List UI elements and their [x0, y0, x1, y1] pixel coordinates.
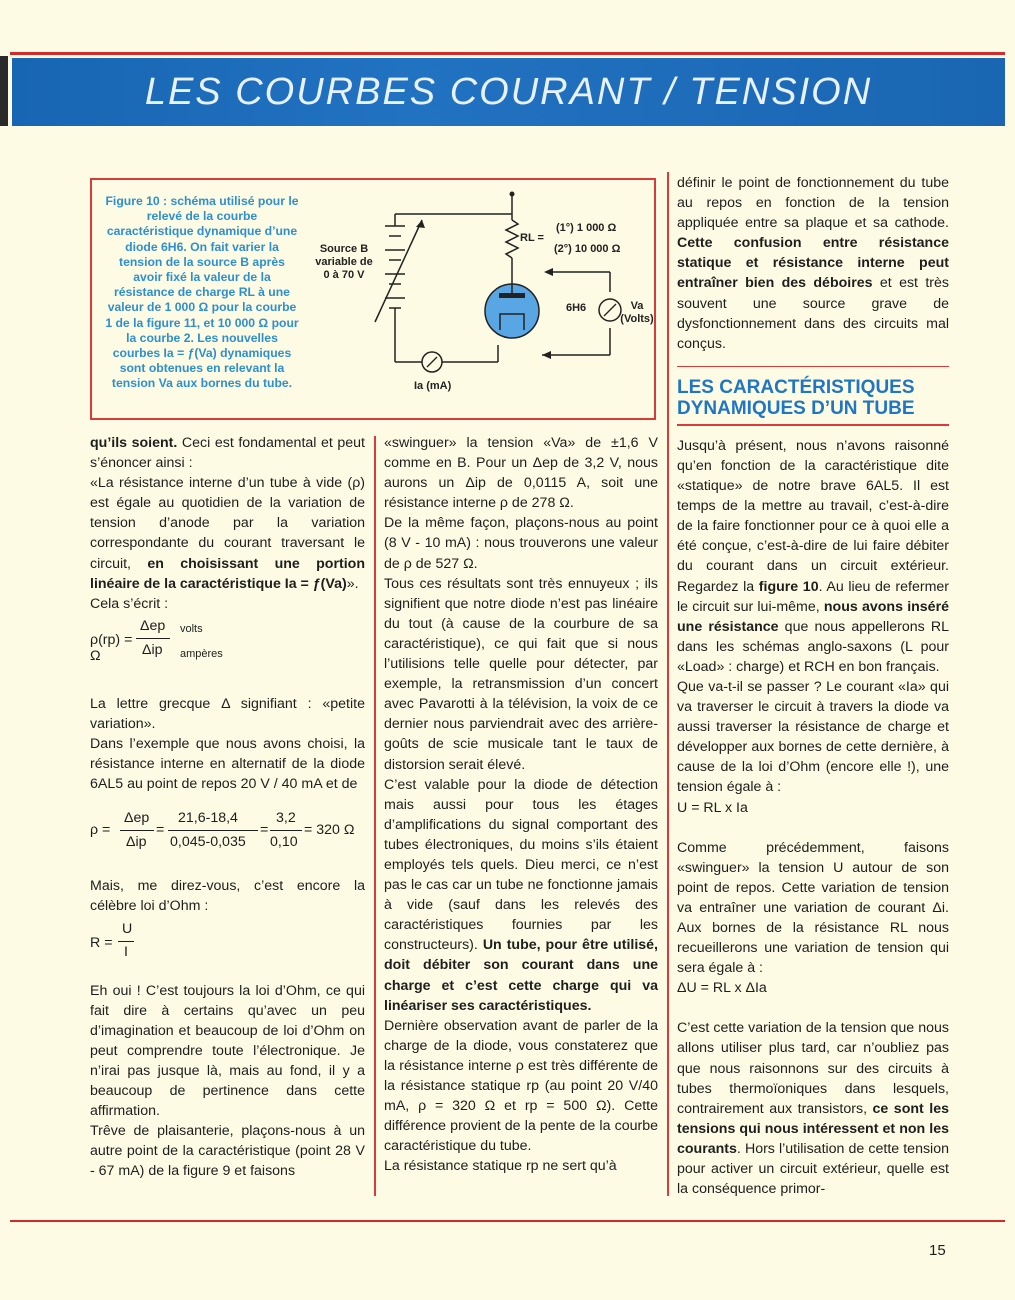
variable-arrowhead: [416, 220, 425, 228]
col3-formula-2: ΔU = RL x ΔIa: [677, 980, 767, 997]
col2-paragraph-6: La résistance statique rp ne sert qu’à: [384, 1158, 617, 1175]
col3-paragraph-2: Jusqu’à présent, nous n’avons raisonné qu’en fonction de la caractéristique dite «statique» de notre brave 6AL5. Il est temps de la mettre au travail, c’est-à-dire de la faire fonctionner pour ce à quoi elle a été conçue, c’est-à-dire de lui faire débiter du courant dans un circuit extérieur. Regardez la figure 10. Au lieu de refermer le circuit sur lui-même, nous avons inséré une résistance que nous appellerons RL dans les schémas anglo-saxons (L pour «Load» : charge) et RCH en bon français.: [677, 437, 950, 675]
col3-paragraph-1: définir le point de fonctionnement du tube au repos en fonction de la tension appliquée entre sa plaque et sa cathode. Cette confusion entre résistance statique et résistance interne peut entraîner bien des déboires et est très souvent une source grave de dysfonctionnement dans des circuits mal conçus.: [677, 175, 949, 352]
formula-ohm-law: R = U I: [90, 920, 133, 960]
figure-caption: Figure 10 : schéma utilisé pour le relevé de la courbe caractéristique dynamique d’une diode 6H6. On fait varier la tension de la source B après avoir fixé la valeur de la résistance de charge RL à une valeur de 1 000 Ω pour la courbe 1 de la figure 11, et 10 000 Ω pour la courbe 2. Les nouvelles courbes Ia = ƒ(Va) dynamiques sont obtenues en relevant la tension Va aux bornes du tube.: [105, 194, 299, 391]
section-rule-bottom: [677, 424, 949, 426]
tube-anode: [499, 293, 525, 298]
rl-value-1: (1°) 1 000 Ω: [556, 222, 617, 234]
top-red-rule: [10, 52, 1005, 55]
col1-paragraph-8: Trêve de plaisanterie, plaçons-nous à un autre point de la caractéristique (point 28 V - 67 mA) de la figure 9 et faisons: [90, 1123, 365, 1180]
col2-paragraph-2: De la même façon, plaçons-nous au point (8 V - 10 mA) : nous trouverons une valeur de ρ de 527 Ω.: [384, 515, 658, 572]
page-number: 15: [929, 1242, 946, 1259]
title-banner: [12, 58, 1005, 126]
col2-paragraph-4: C’est valable pour la diode de détection mais aussi pour tous les étages d’amplifications du signal comportant des tubes électroniques, du moins s’ils étaient employés tels quels. Dieu merci, ce n’est pas le cas car un tube ne fonctionne jamais à vide (sauf dans les relevés des caractéristiques fournies par les constructeurs). Un tube, pour être utilisé, doit débiter son courant dans une charge et c’est cette charge qui va linéariser ses caractéristiques.: [384, 776, 658, 1014]
column-divider-2: [667, 172, 669, 1196]
schematic-diagram: [92, 180, 658, 422]
va-arrowhead-bottom: [542, 351, 551, 359]
column-1: [90, 433, 365, 1203]
col3-paragraph-5: C’est cette variation de la tension que nous allons utiliser plus tard, car n’oubliez pas que nous raisonnons sur des circuits à tubes thermoïoniques dans lesquels, contrairement aux transistors, ce sont les tensions qui nous intéressent et non les courants. Hors l’utilisation de cette tension pour activer un circuit extérieur, quelle est la conséquence primor-: [677, 1020, 949, 1198]
section-rule-top: [677, 366, 949, 368]
page-title: LES COURBES COURANT / TENSION: [144, 70, 873, 113]
col1-paragraph-2: «La résistance interne d’un tube à vide (ρ) est égale au quotidien de la variation de tension d’anode par la variation correspondante du courant traversant le circuit, en choisissant une portion linéaire de la caractéristique Ia = ƒ(Va)».: [90, 475, 365, 592]
rl-terminal-dot: [510, 192, 515, 197]
section-title: LES CARACTÉRISTIQUES DYNAMIQUES D’UN TUBE: [677, 377, 915, 420]
col3-formula-1: U = RL x Ia: [677, 799, 748, 816]
col2-paragraph-1: «swinguer» la tension «Va» de ±1,6 V comme en B. Pour un Δep de 3,2 V, nous aurons un Δip de 0,0115 A, soit une résistance interne ρ de 278 Ω.: [384, 435, 658, 512]
col1-paragraph-5: Dans l’exemple que nous avons choisi, la résistance interne en alternatif de la diode 6AL5 au point de repos 20 V / 40 mA et de: [90, 736, 365, 793]
formula-rho-calculation: ρ = Δep Δip = 21,6-18,4 0,045-0,035 = 3,2 0,10 = 320 Ω: [90, 810, 355, 851]
col1-paragraph-7: Eh oui ! C’est toujours la loi d’Ohm, ce qui fait dire à certains qu’avec un peu d’imagination et beaucoup de loi d’Ohm on peut comprendre toute l’électronique. Je n’irai pas jusque là, mais au fond, il y a beaucoup de pertinence dans cette affirmation.: [90, 982, 365, 1120]
va-arrowhead-top: [544, 268, 553, 276]
left-edge-mark: [0, 56, 8, 126]
col2-paragraph-5: Dernière observation avant de parler de la charge de la diode, vous constaterez que la résistance interne ρ est très différente de la résistance statique rp (au point 20 V/40 mA, ρ = 320 Ω et rp = 500 Ω). Cette différence provient de la pente de la courbe caractéristique du tube.: [384, 1017, 658, 1155]
col1-paragraph-4: La lettre grecque Δ signifiant : «petite variation».: [90, 695, 365, 732]
col1-paragraph-6: Mais, me direz-vous, c’est encore la célèbre loi d’Ohm :: [90, 878, 365, 915]
col3-paragraph-4: Comme précédemment, faisons «swinguer» la tension U autour de son point de repos. Cette variation de tension va entraîner une variation de courant Δi. Aux bornes de la résistance RL nous recueillerons une variation de tension qui sera égale à :: [677, 839, 949, 977]
col1-paragraph-3: Cela s’écrit :: [90, 595, 169, 612]
bottom-red-rule: [10, 1220, 1005, 1222]
column-3: [677, 173, 949, 1203]
col3-paragraph-3: Que va-t-il se passer ? Le courant «Ia» qui va traverser le circuit à travers la diode va aussi traverser la résistance de charge et développer aux bornes de cette dernière, à cause de la loi d’Ohm (encore elle !), une tension égale à :: [677, 678, 949, 796]
figure-10-box: [90, 178, 656, 420]
column-2: [384, 433, 658, 1203]
va-label: Va (Volts): [620, 300, 654, 325]
col2-paragraph-3: Tous ces résultats sont très ennuyeux ; ils signifient que notre diode n’est pas linéaire du tout (à cause de la courbure de sa caractéristique), ce qui fait que si nous l’utilisions telle quelle pour détecter, par exemple, la retransmission d’un concert avec Pavarotti à la télévision, la voix de ce dernier nous parviendrait avec des arrière-goûts de scie musicale tant le taux de distorsion serait élevé.: [384, 575, 658, 773]
col1-paragraph-1: qu’ils soient. Ceci est fondamental et peut s’énoncer ainsi :: [90, 435, 365, 472]
ia-label: Ia (mA): [414, 380, 452, 392]
tube-label: 6H6: [566, 302, 587, 314]
rl-label: RL =: [520, 232, 544, 244]
formula-rho-definition: ρ(rp) = Ω Δep Δip volts ampères: [90, 617, 223, 664]
column-divider-1: [374, 436, 376, 1196]
source-b-label: Source B variable de 0 à 70 V: [315, 243, 373, 281]
resistor-rl: [506, 220, 518, 258]
rl-value-2: (2°) 10 000 Ω: [554, 243, 621, 255]
